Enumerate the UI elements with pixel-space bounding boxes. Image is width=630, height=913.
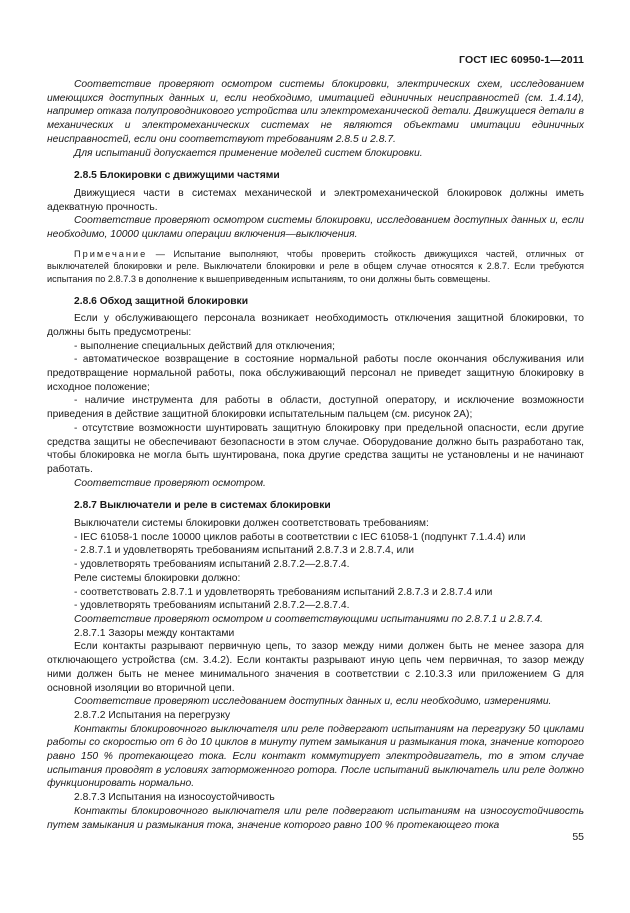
paragraph: Соответствие проверяют исследованием доступных данных и, если необходимо, измерениями. [74,696,552,708]
list-item: - IEC 61058-1 после 10000 циклов работы в соответствии с IEC 61058-1 (подпункт 7.1.4.4) или [74,531,526,543]
paragraph: Соответствие проверяют осмотром системы блокировки, электрических схем, исследованием имеющихся доступных данных и, если необходимо, имитацией единичных неисправностей (см. 1.4.14), например отказа полупроводникового устройства или электромеханической детали. Движущиеся детали в механических и электромеханических системах не являются объектами имитации единичных неисправностей, если они соответствуют требованиям 2.8.5 и 2.8.7. [47,79,584,145]
paragraph: Выключатели системы блокировки должен соответствовать требованиям: [74,518,429,530]
document-header: ГОСТ IEC 60950-1—2011 [459,54,584,66]
paragraph: Если у обслуживающего персонала возникает необходимость отключения защитной блокировки, то должны быть предусмотрены: [47,313,584,338]
list-item: - наличие инструмента для работы в области, доступной оператору, и исключение возможности приведения в действие защитной блокировки испытательным пальцем (см. рисунок 2А); [47,395,584,421]
section-heading-2-8-7: 2.8.7 Выключатели и реле в системах блокировки [74,500,331,512]
subsection-heading: 2.8.7.3 Испытания на износоустойчивость [74,792,275,804]
paragraph: Соответствие проверяют осмотром. [74,477,266,489]
paragraph: Соответствие проверяют осмотром и соответствующими испытаниями по 2.8.7.1 и 2.8.7.4. [74,613,544,625]
paragraph: Реле системы блокировки должно: [74,572,241,584]
section-heading-2-8-6: 2.8.6 Обход защитной блокировки [74,295,249,307]
subsection-heading: 2.8.7.2 Испытания на перегрузку [74,709,231,721]
note-text: — Испытание выполняют, чтобы проверить стойкость движущихся частей, отличных от выключателей блокировки и реле. Выключатели блокировки и реле в общем случае относятся к 2.8.7. Если требуются испытания по 2.8.7.3 в дополнение к вышеприведенным испытаниям, то они должны быть совмещены. [47,248,584,284]
list-item: - отсутствие возможности шунтировать защитную блокировку при предельной опасности, если другие средства защиты не обеспечивают безопасности в этом случае. Оборудование должно быть разработано так, чтобы блокировка не могла быть шунтирована, пока другие средства защиты не установлены и не начинают работать. [47,422,584,475]
paragraph: Контакты блокировочного выключателя или реле подвергают испытаниям на перегрузку 50 циклами работы со скоростью от 6 до 10 циклов в минуту путем замыкания и размыкания тока, значение которого равно 150 % протекающего тока. Если контакт коммутирует электродвигатель, то в этом случае испытания проводят в условиях заторможенного ротора. После испытаний выключатель или реле должно функционировать нормально. [47,723,584,790]
paragraph: Контакты блокировочного выключателя или реле подвергают испытаниям на износоустойчивость путем замыкания и размыкания тока, значение которого равно 100 % протекающего тока [47,805,584,831]
note [47,248,584,286]
paragraph: Соответствие проверяют осмотром системы блокировки, исследованием доступных данных и, если необходимо, 10000 циклами операции включения—выключения. [47,215,584,241]
document-body [47,78,584,832]
list-item: - выполнение специальных действий для отключения; [74,340,335,352]
list-item: - удовлетворять требованиям испытаний 2.8.7.2—2.8.7.4. [74,559,350,571]
list-item: - 2.8.7.1 и удовлетворять требованиям испытаний 2.8.7.3 и 2.8.7.4, или [74,545,414,557]
paragraph: Для испытаний допускается применение моделей систем блокировки. [74,147,423,159]
subsection-heading: 2.8.7.1 Зазоры между контактами [74,627,235,639]
paragraph: Движущиеся части в системах механической и электромеханической блокировок должны иметь адекватную прочность. [47,187,584,213]
list-item: - соответствовать 2.8.7.1 и удовлетворять требованиям испытаний 2.8.7.3 и 2.8.7.4 или [74,586,493,598]
list-item: - автоматическое возвращение в состояние нормальной работы после окончания обслуживания или предотвращение нормальной работы, пока обслуживающий персонал не приведет защитную блокировку в исходное положение; [47,354,584,393]
page-number: 55 [572,831,584,843]
list-item: - удовлетворять требованиям испытаний 2.8.7.2—2.8.7.4. [74,600,350,612]
section-heading-2-8-5: 2.8.5 Блокировки с движущими частями [74,170,280,182]
paragraph: Если контакты разрывают первичную цепь, то зазор между ними должен быть не менее зазора для отключающего устройства (см. 3.4.2). Если контакты разрывают иную цепь чем первичная, то зазор между ними должен быть не менее минимального значения в соответствии с 2.10.3.3 или приложением G для основной изоляции во вторичной цепи. [47,641,584,694]
note-label: Примечание [74,248,148,259]
